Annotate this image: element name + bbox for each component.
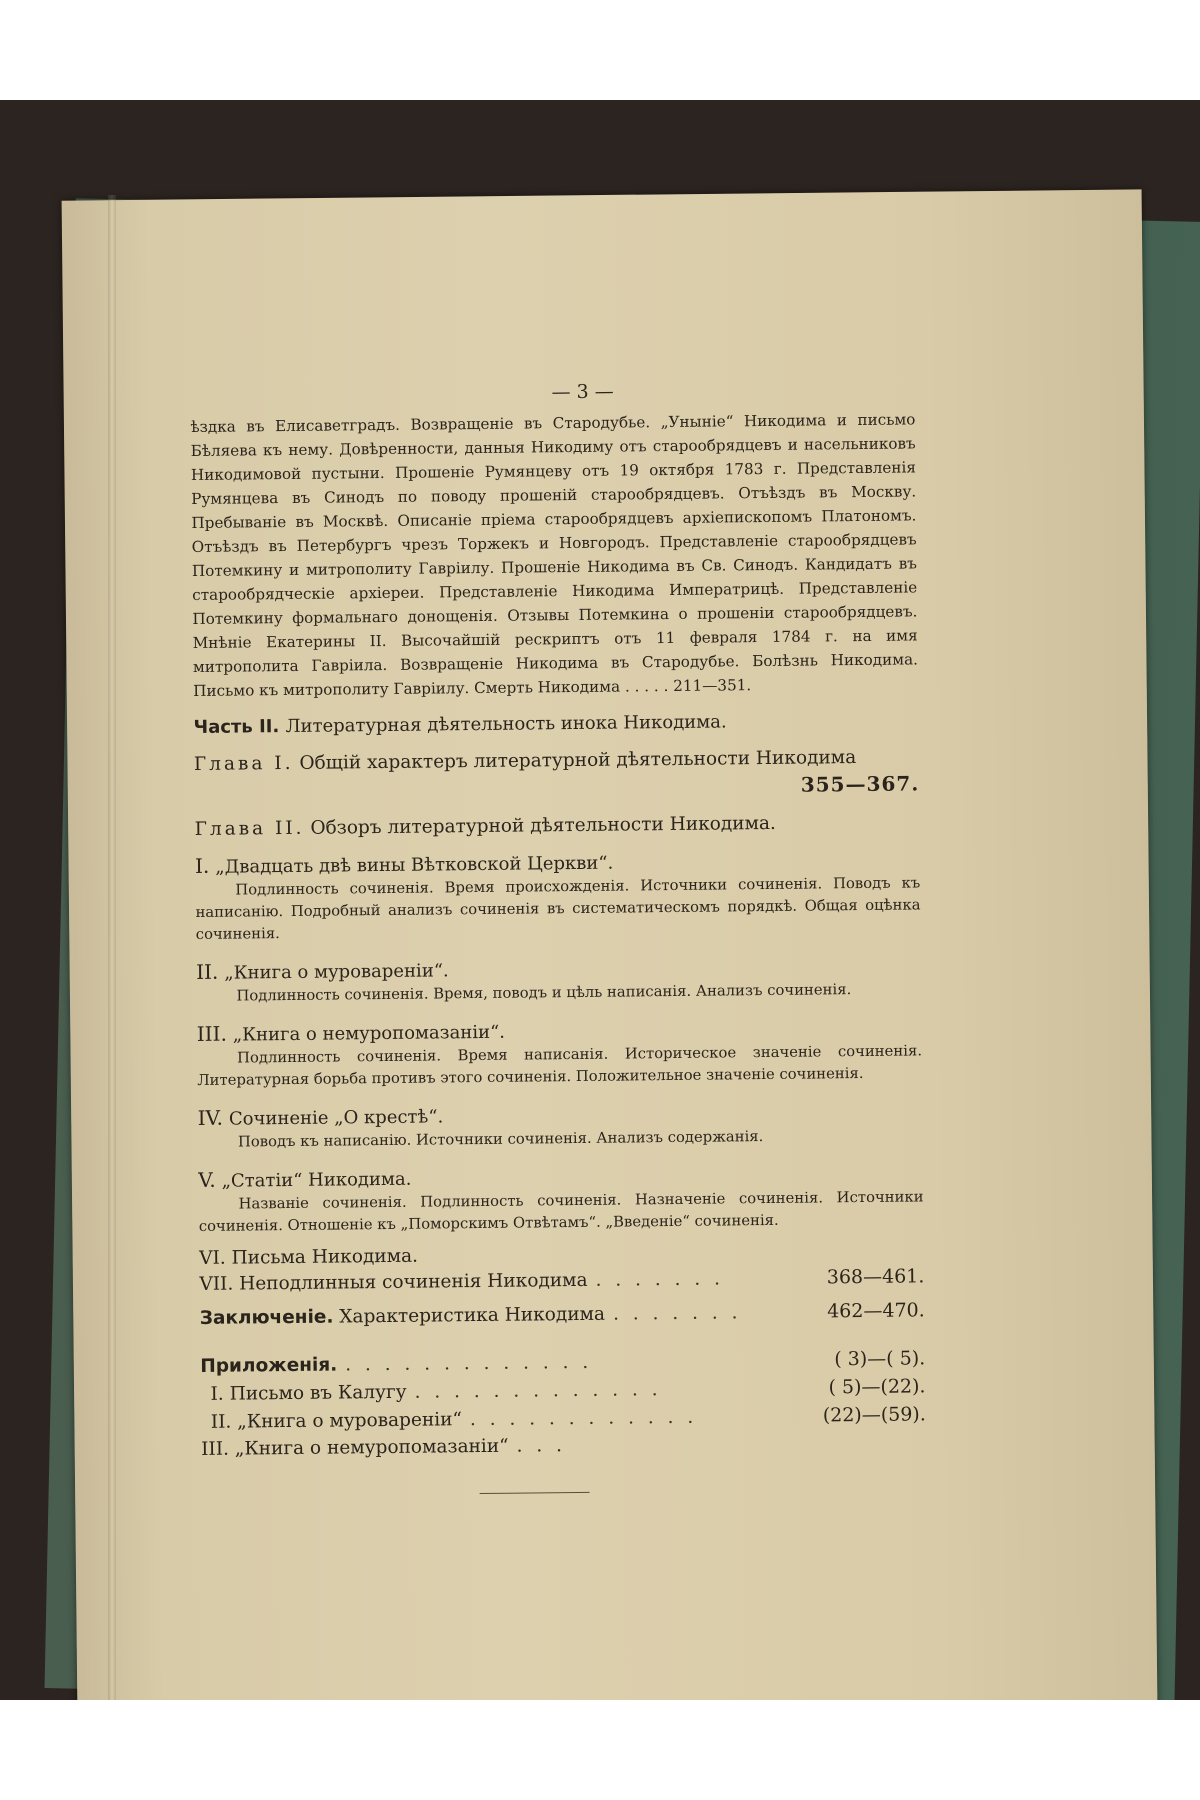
- toc-page-range: (22)—(59).: [822, 1403, 926, 1427]
- chapter-2-label: Глава II.: [194, 817, 305, 840]
- toc-label: I. Письмо въ Калугу: [210, 1381, 407, 1405]
- toc-label: Характеристика Никодима: [339, 1303, 606, 1328]
- toc-label: VII. Неподлинныя сочиненія Никодима: [199, 1269, 588, 1295]
- paper-fold-line: [108, 195, 116, 1700]
- chapter-summary: [190, 407, 918, 703]
- toc-dots: . . . . . . .: [595, 1268, 725, 1291]
- toc-label: III. „Книга о немуропомазаніи“: [201, 1435, 509, 1460]
- section-title: Сочиненіе „О крестѣ“.: [228, 1106, 444, 1130]
- toc-label: VI. Письма Никодима.: [199, 1245, 419, 1269]
- section-5: [198, 1160, 924, 1238]
- section-description: Подлинность сочиненія. Время написанія. Историческое значеніе сочиненія. Литературная борьба противъ этого сочиненія. Положительное значеніе сочиненія.: [197, 1042, 923, 1089]
- part-title: Литературная дѣятельность инока Никодима.: [285, 711, 727, 738]
- toc-page-range: ( 3)—( 5).: [834, 1347, 926, 1371]
- section-description: Поводъ къ написанію. Источники сочиненія. Анализъ содержанія.: [237, 1128, 764, 1151]
- toc-label-bold: Заключеніе.: [199, 1306, 334, 1329]
- section-number: IV.: [197, 1105, 224, 1130]
- toc-row-inauthentic: [199, 1265, 924, 1295]
- toc-dots: . . . . . . .: [612, 1302, 742, 1325]
- section-description: Названіе сочиненія. Подлинность сочиненія. Назначеніе сочиненія. Источники сочиненія. Отношеніе къ „Поморскимъ Отвѣтамъ“. „Введеніе“ сочиненія.: [198, 1188, 924, 1235]
- section-title: „Двадцать двѣ вины Вѣтковской Церкви“.: [215, 852, 614, 878]
- toc-page-range: ( 5)—(22).: [828, 1375, 926, 1399]
- page-number: — 3 —: [551, 380, 614, 404]
- chapter-heading-1: [194, 746, 919, 775]
- appendix-item-3: [201, 1431, 926, 1460]
- toc-dots: . . . . . . . . . . . . .: [414, 1379, 662, 1403]
- section-3: [197, 1014, 923, 1092]
- appendix-item-1: [200, 1375, 925, 1405]
- section-2: [196, 952, 921, 1008]
- toc-page: [190, 377, 927, 1497]
- chapter-summary-range: 211—351.: [673, 676, 752, 695]
- toc-row-conclusion: [200, 1299, 925, 1329]
- section-number: III.: [196, 1021, 227, 1046]
- chapter-summary-dots: . . . . .: [624, 677, 669, 696]
- section-number: II.: [196, 959, 219, 984]
- toc-row-appendix: [200, 1347, 925, 1377]
- part-label: Часть II.: [193, 716, 280, 738]
- toc-dots: . . . . . . . . . . . .: [469, 1406, 698, 1431]
- part-heading: [193, 709, 918, 738]
- chapter-summary-text: ѣздка въ Елисаветградъ. Возвращеніе въ Стародубье. „Уныніе“ Никодима и письмо Бѣляева къ нему. Довѣренности, данныя Никодиму отъ старообрядцевъ и насельниковъ Никодимовой пустыни. Прошеніе Румянцеву отъ 19 октября 1783 г. Представленія Румянцева въ Синодъ по поводу прошеній старообрядцевъ. Отъѣздъ въ Москву. Пребываніе въ Москвѣ. Описаніе пріема старообрядцевъ архіепископомъ Платономъ. Отъѣздъ въ Петербургъ чрезъ Торжекъ и Новгородъ. Представленіе старообрядцевъ Потемкину и митрополиту Гавріилу. Прошеніе Никодима въ Св. Синодъ. Кандидатъ въ старообрядческіе архіереи. Представленіе Никодима Императрицѣ. Представленіе Потемкину формальнаго донощенія. Отзывы Потемкина о прошеніи старообрядцевъ. Мнѣніе Екатерины II. Высочайшій рескриптъ отъ 11 февраля 1784 г. на имя митрополита Гавріила. Возвращеніе Никодима въ Стародубье. Болѣзнь Никодима. Письмо къ митрополиту Гавріилу. Смерть Никодима: [190, 410, 919, 700]
- toc-label: II. „Книга о муровареніи“: [210, 1409, 463, 1433]
- section-4: [198, 1098, 923, 1154]
- toc-row-letters: [199, 1240, 924, 1269]
- chapter-1-range: 355—367.: [800, 771, 920, 797]
- section-description: Подлинность сочиненія. Время, поводъ и цѣль написанія. Анализъ сочиненія.: [236, 981, 852, 1005]
- toc-page-range: 462—470.: [827, 1299, 925, 1323]
- section-1: [195, 846, 921, 946]
- toc-page-range: 368—461.: [826, 1265, 925, 1289]
- chapter-2-title: Обзоръ литературной дѣятельности Никодима.: [310, 812, 776, 839]
- chapter-1-label: Глава I.: [193, 752, 294, 775]
- section-description: Подлинность сочиненія. Время происхожденія. Источники сочиненія. Поводъ къ написанію. Подробный анализъ сочиненія въ систематическомъ порядкѣ. Общая оцѣнка сочиненія.: [195, 874, 921, 943]
- section-title: „Книга о немуропомазаніи“.: [232, 1021, 506, 1046]
- section-number: V.: [198, 1167, 216, 1192]
- toc-dots: . . .: [516, 1435, 567, 1457]
- appendix-label: Приложенія.: [200, 1354, 338, 1377]
- toc-dots: . . . . . . . . . . . . .: [345, 1351, 593, 1376]
- section-number: I.: [194, 853, 210, 878]
- appendix-item-2: [201, 1403, 926, 1433]
- section-title: „Книга о муровареніи“.: [224, 960, 449, 984]
- section-title: „Статіи“ Никодима.: [221, 1168, 412, 1192]
- chapter-heading-2: [195, 811, 920, 840]
- chapter-1-title: Общій характеръ литературной дѣятельности Никодима: [299, 747, 857, 774]
